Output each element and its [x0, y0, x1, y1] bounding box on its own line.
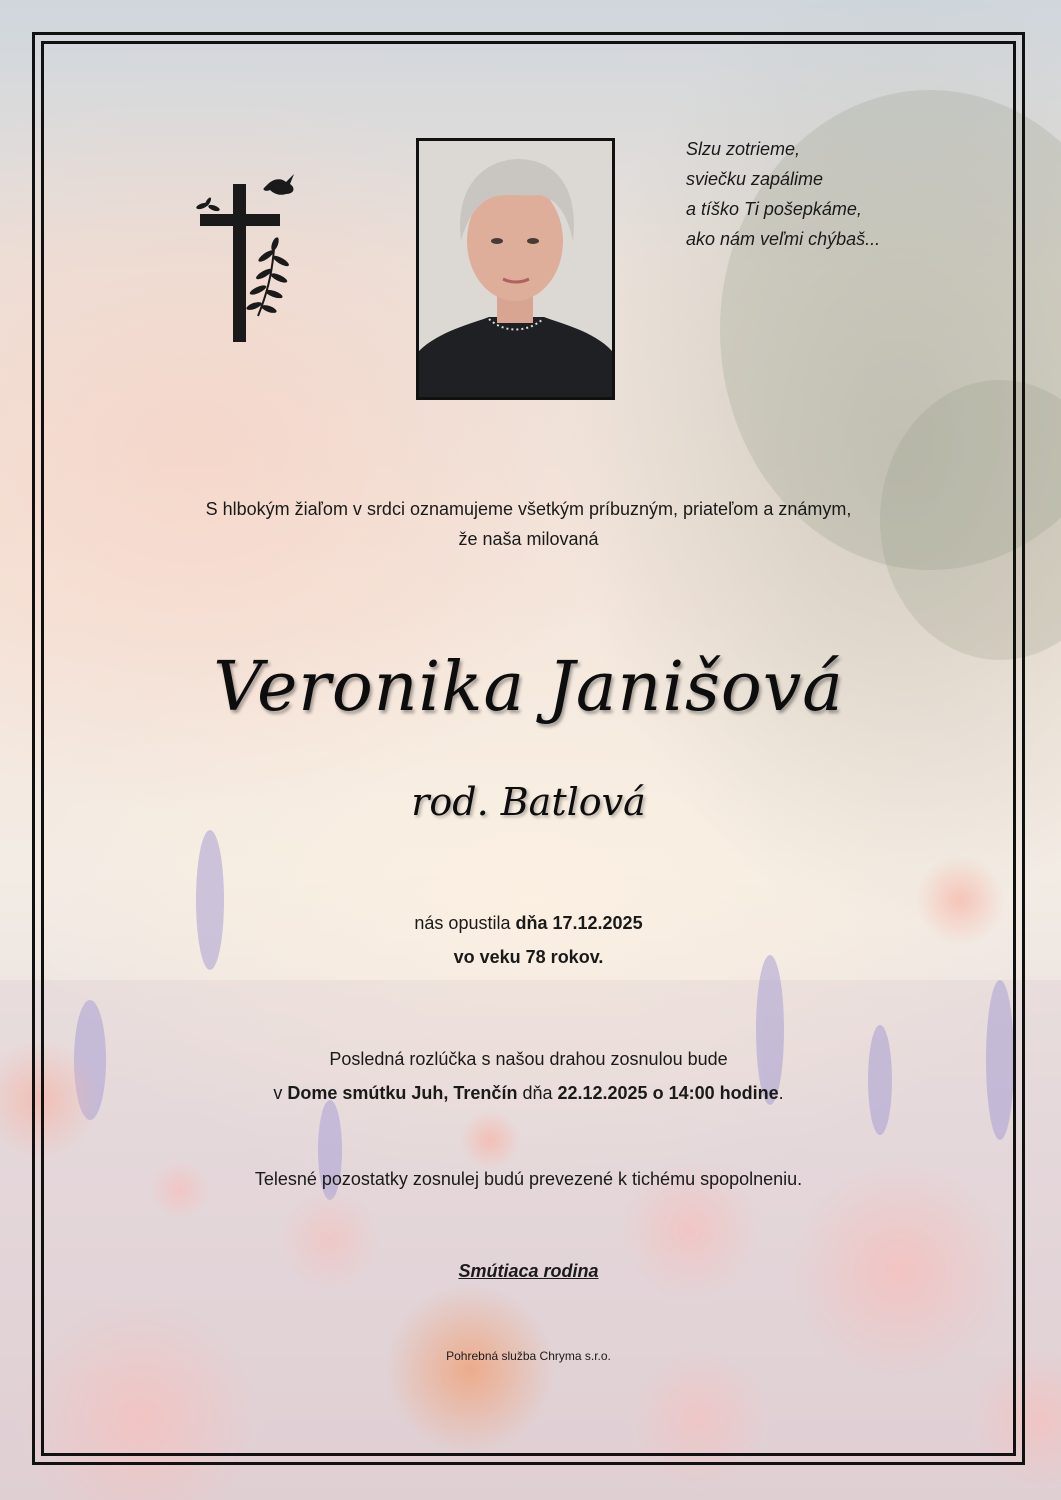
cross-with-dove-icon — [186, 166, 306, 346]
funeral-line-1: Posledná rozlúčka s našou drahou zosnulou bude — [329, 1049, 728, 1069]
announcement-intro — [41, 494, 1016, 554]
remains-note: Telesné pozostatky zosnulej budú prevezené k tichému spopolneniu. — [254, 1169, 803, 1189]
funeral-info — [41, 1042, 1016, 1110]
maiden-name: rod. Batlová — [411, 780, 646, 824]
portrait-photo — [416, 138, 615, 400]
death-age: vo veku 78 rokov. — [453, 947, 604, 967]
funeral-pre-place: v — [273, 1083, 288, 1103]
memorial-poem — [686, 134, 1006, 254]
poem-line: sviečku zapálime — [686, 169, 824, 189]
funeral-place: Dome smútku Juh, Trenčín — [287, 1083, 518, 1103]
death-prefix: nás opustila — [414, 913, 516, 933]
funeral-mid: dňa — [517, 1083, 558, 1103]
poem-line: ako nám veľmi chýbaš... — [686, 229, 881, 249]
poem-line: a tíško Ti pošepkáme, — [686, 199, 862, 219]
death-info — [41, 906, 1016, 974]
intro-line-1: S hlbokým žiaľom v srdci oznamujeme všetkým príbuzným, priateľom a známym, — [205, 499, 852, 519]
funeral-service-name: Pohrebná služba Chryma s.r.o. — [446, 1349, 611, 1363]
family-signature: Smútiaca rodina — [458, 1261, 599, 1281]
intro-line-2: že naša milovaná — [458, 529, 599, 549]
poem-line: Slzu zotrieme, — [686, 139, 801, 159]
death-date: dňa 17.12.2025 — [515, 913, 643, 933]
deceased-name: Veronika Janišová — [213, 648, 844, 727]
funeral-end: . — [778, 1083, 784, 1103]
funeral-datetime: 22.12.2025 o 14:00 hodine — [557, 1083, 779, 1103]
